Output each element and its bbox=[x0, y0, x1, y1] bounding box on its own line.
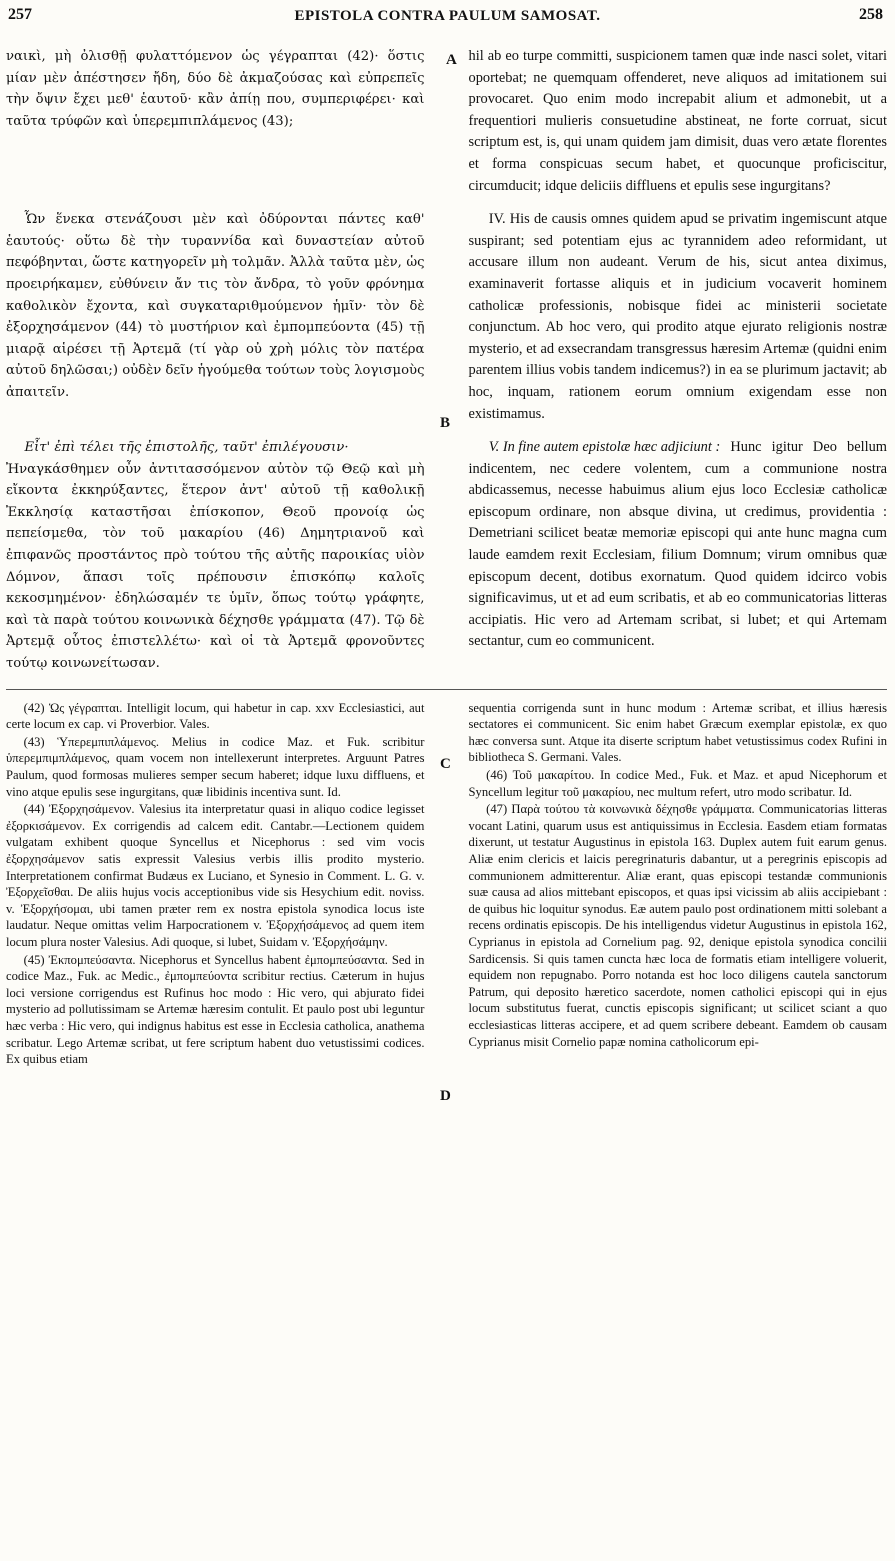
notes-separator bbox=[6, 689, 887, 690]
margin-marker-d: D bbox=[440, 1088, 451, 1104]
section-1 bbox=[6, 46, 887, 197]
latin-text-2: IV. His de causis omnes quidem apud se privatim ingemiscunt atque suspirant; sed potentiam ejus ac tyrannidem adeo reformidant, ut accusare illum non audeant. Verum de his, sicut antea diximus, examinaverit fortasse aliquis et in judicium vocaverit hominem catholicæ professionis, nobisque fidei ac ministerii societate conjunctum. Ab hoc vero, qui prodito atque ejurato religionis nostræ mysterio, et ad exsecrandam transgressus hæresim Artemæ (quidni enim parentem illius vobis tandem indicemus?) in ea se plurimum jactavit; ab hoc, inquam, rationem eorum omnium exigendam esse non existimamus. bbox=[468, 211, 887, 422]
latin-text-3: Hunc igitur Deo bellum indicentem, nec cedere volentem, cum a communione nostra abdicassemus, necesse habuimus alium ejus loco Ecclesiæ catholicæ episcopum ordinare, non absque divina, ut credimus, providentia : Demetriani scilicet beatæ memoriæ episcopi qui ante hunc magna cum laude eamdem rexit Ecclesiam, filium Domnum; virum omnibus quæ episcopum decent, dotibus exornatum. Quod quidem idcirco vobis significavimus, ut et ad eum scribatis, et ab eo communicatorias litteras accipiatis. Hic vero ad Artemam scribat, si lubet; et qui Artemam sectantur, cum eo communicent. bbox=[468, 439, 887, 650]
greek-text-3: Ἠναγκάσθημεν οὖν ἀντιτασσόμενον αὐτὸν τῷ Θεῷ καὶ μὴ εἴκοντα ἐκκηρύξαντες, ἕτερον ἀντ' αὐτοῦ τῇ καθολικῇ Ἐκκλησίᾳ καταστῆσαι ἐπίσκοπον, Θεοῦ προνοίᾳ ὡς πεπείσμεθα, τὸν τοῦ μακαρίου (46) Δημητριανοῦ καὶ ἐπιφανῶς προστάντος πρὸ τούτου τῆς αὐτῆς παροικίας υἱὸν Δόμνον, ἅπασι τοῖς πρέπουσιν ἐπισκόπῳ καλοῖς κεκοσμημένον· ἐδηλώσαμέν τε ὑμῖν, ὅπως τούτῳ γράφητε, καὶ τὰ παρὰ τούτου κοινωνικὰ δέχησθε γράμματα (47). Τῷ δὲ Ἀρτεμᾷ οὗτος ἐπιστελλέτω· καὶ οἱ τὰ Ἀρτεμᾶ φρονοῦντες τούτῳ κοινωνείτωσαν. bbox=[6, 461, 425, 672]
main-text bbox=[6, 46, 887, 1069]
latin-heading-3: V. In fine autem epistolæ hæc adjiciunt : bbox=[488, 439, 721, 456]
greek-heading-3: Εἶτ' ἐπὶ τέλει τῆς ἐπιστολῆς, ταῦτ' ἐπιλέγουσιν· bbox=[24, 440, 349, 456]
footnote-43: (43) Ὑπερεμπιπλάμενος. Melius in codice Maz. et Fuk. scribitur ὑπερεμπιμπλάμενος, quam vocem non intellexerunt interpretes. Arguunt Patres Paulum, quod formosas mulieres semper secum haberet; idque luxu diffluens, et vino atque epulis sese ingurgitans, quæ libidinis incentiva sunt. Id. bbox=[6, 734, 425, 799]
section-2 bbox=[6, 209, 887, 425]
footnote-47: (47) Παρὰ τούτου τὰ κοινωνικὰ δέχησθε γράμματα. Communicatorias litteras vocant Latini, quarum usus est antiquissimus in Ecclesia. Easdem etiam formatas dixerunt, ut testatur Augustinus in epistola 163. Duplex autem fuit earum genus. Aliæ enim clericis et laicis peregrinaturis dabantur, ut a peregrinis episcopis ad communionem admitterentur. Aliæ erant, quas episcopi testandæ communionis suæ causa ad alios mittebant episcopos, et quas ipsi vicissim ab aliis accipiebant : de quibus hic loquitur synodus. Eæ autem paulo post ordinationem mitti solebant a recens ordinatis episcopis. De his intelligendus videtur Augustinus in epistola 162, Cyprianus in epistola ad Cornelium pag. 92, denique epistola synodica concilii Sardicensis. Si quis tamen cuncta hæc loca de formatis etiam intelligere voluerit, equidem non repugnabo. Porro notanda est hoc loco diligens cautela sanctorum Patrum, qui deposito hæretico sacerdote, nomen catholici episcopi qui in ejus locum substitutus fuerat, cunctis episcopis significant; ut scilicet sciant a quo ecclesiasticas litteras accipere, et ad quem scribere debeant. Eamdem ob causam Cyprianus misit Cornelio papæ nomina catholicorum epi- bbox=[468, 802, 887, 1049]
footnote-45: (45) Ἐκπομπεύσαντα. Nicephorus et Syncellus habent ἐμπομπεύσαντα. Sed in codice Maz., Fuk. ac Medic., ἐμπομπεύοντα scribitur rectius. Cæterum in hujus loci versione corrigendus est Rufinus hoc modo : Hic vero, qui abjurato fidei mysterio ad pollutissimam se Artemæ hæresim contulit. Et paulo post ubi leguntur hæc verba : Hic vero, qui indignus habitus est esse in Ecclesia catholica, anathema scribatur. Lego Artemæ scribat, ut fere scriptum habent duo vetustissimi codices. Ex quibus etiam bbox=[6, 952, 425, 1067]
margin-marker-b: B bbox=[440, 415, 451, 431]
greek-column-3 bbox=[6, 437, 424, 675]
footnotes-left bbox=[6, 700, 424, 1069]
greek-text-2: Ὧν ἕνεκα στενάζουσι μὲν καὶ ὀδύρονται πάντες καθ' ἑαυτούς· οὕτω δὲ τὴν τυραννίδα καὶ δυναστείαν αὐτοῦ πεφόβηνται, ὥστε κατηγορεῖν μὴ τολμᾶν. Ἀλλὰ ταῦτα μὲν, ὡς προειρήκαμεν, εὐθύνειν ἄν τις τὸν ἄνδρα, τὸ γοῦν φρόνημα καθολικὸν ἔχοντα, καὶ συγκαταριθμούμενον ἡμῖν· τὸν δὲ ἐξορχησάμενον (44) τὸ μυστήριον καὶ ἐμπομπεύοντα (45) τῇ μιαρᾷ αἱρέσει τῇ Ἀρτεμᾶ (τί γὰρ οὐ χρὴ μόλις τὸν πατέρα αὐτοῦ δηλῶσαι;) οὐδὲν δεῖν ἡγούμεθα τούτων τοὺς λογισμοὺς ἀπαιτεῖν. bbox=[6, 212, 425, 400]
footnotes-right bbox=[469, 700, 887, 1069]
footnote-46: (46) Τοῦ μακαρίτου. In codice Med., Fuk. et Maz. et apud Nicephorum et Syncellum legitur τοῦ μακαρίου, nec multum refert, utro modo scribatur. Id. bbox=[468, 768, 887, 799]
greek-text-1: ναικὶ, μὴ ὀλισθῇ φυλαττόμενον ὡς γέγραπται (42)· ὅστις μίαν μὲν ἀπέστησεν ἤδη, δύο δὲ ἀκμαζούσας καὶ εὐπρεπεῖς τὴν ὄψιν ἔχει μεθ' ἑαυτοῦ· κἂν ἀπίῃ που, συμπεριφέρει· καὶ ταῦτα τρύφῶν καὶ ὑπερεμπιπλάμενος (43); bbox=[6, 49, 425, 129]
footnote-42: (42) Ὡς γέγραπται. Intelligit locum, qui habetur in cap. xxv Ecclesiastici, aut certe locum ex cap. vi Proverbior. Vales. bbox=[6, 700, 425, 732]
left-page-number: 257 bbox=[8, 6, 32, 23]
margin-marker-a: A bbox=[446, 52, 457, 68]
latin-column-3 bbox=[469, 437, 887, 675]
right-page-number: 258 bbox=[859, 6, 883, 23]
running-header bbox=[0, 6, 895, 32]
footnote-44: (44) Ἐξορχησάμενον. Valesius ita interpretatur quasi in aliquo codice legisset ἐξορκισάμενον. Ex corrigendis ad calcem edit. Cantabr.—Lectionem quidem vulgatam exhibent quoque Syncellus et Nicephorus : sed vim vocis ἐξορχησάμενον satis expressit Valesius verbis illis prodito mysterio. Interpretationem confirmat Budæus ex Luciano, et Synesio in Comment. L. G. v. Ἐξορχεῖσθαι. De aliis hujus vocis acceptionibus vide sis Hesychium edit. noviss. v. Ἐξορχήσομαι, ubi tamen præter rem ex nostra epistola synodica locus iste laudatur. Neque omittas velim Harpocrationem v. Ἐξορχήσάμενος ad quem item locum plura noster Valesius. Adi quoque, si lubet, Suidam v. Ἐξορχήσάμην. bbox=[6, 802, 425, 949]
footnotes bbox=[6, 700, 887, 1069]
running-title: EPISTOLA CONTRA PAULUM SAMOSAT. bbox=[294, 8, 601, 24]
margin-marker-c: C bbox=[440, 756, 451, 772]
section-3 bbox=[6, 437, 887, 675]
latin-text-1: hil ab eo turpe committi, suspicionem tamen quæ inde nasci solet, vitari oportebat; ne quemquam offenderet, neve aliquos ad imitationem sui provocaret. Quo enim modo increpabit alium et admonebit, ut a frequentiori mulieris consuetudine abstineat, ne forte corruat, sicut scriptum est, is, qui unam quidem jam dimisit, duas vero ætate florentes et forma conspicuas secum habet, et quocunque proficiscitur, circumducit; idque deliciis diffluens et epulis sese ingurgitans? bbox=[468, 48, 887, 194]
footnote-45-continued: sequentia corrigenda sunt in hunc modum : Artemæ scribat, et illius hæresis sectatores ei communicent. Sic enim habet Græcum exemplar epistolæ, ex quo hæc conversa sunt. Atque ita diserte scriptum habet vetustissimus codex Rufini in bibliotheca S. Germani. Vales. bbox=[468, 700, 887, 765]
